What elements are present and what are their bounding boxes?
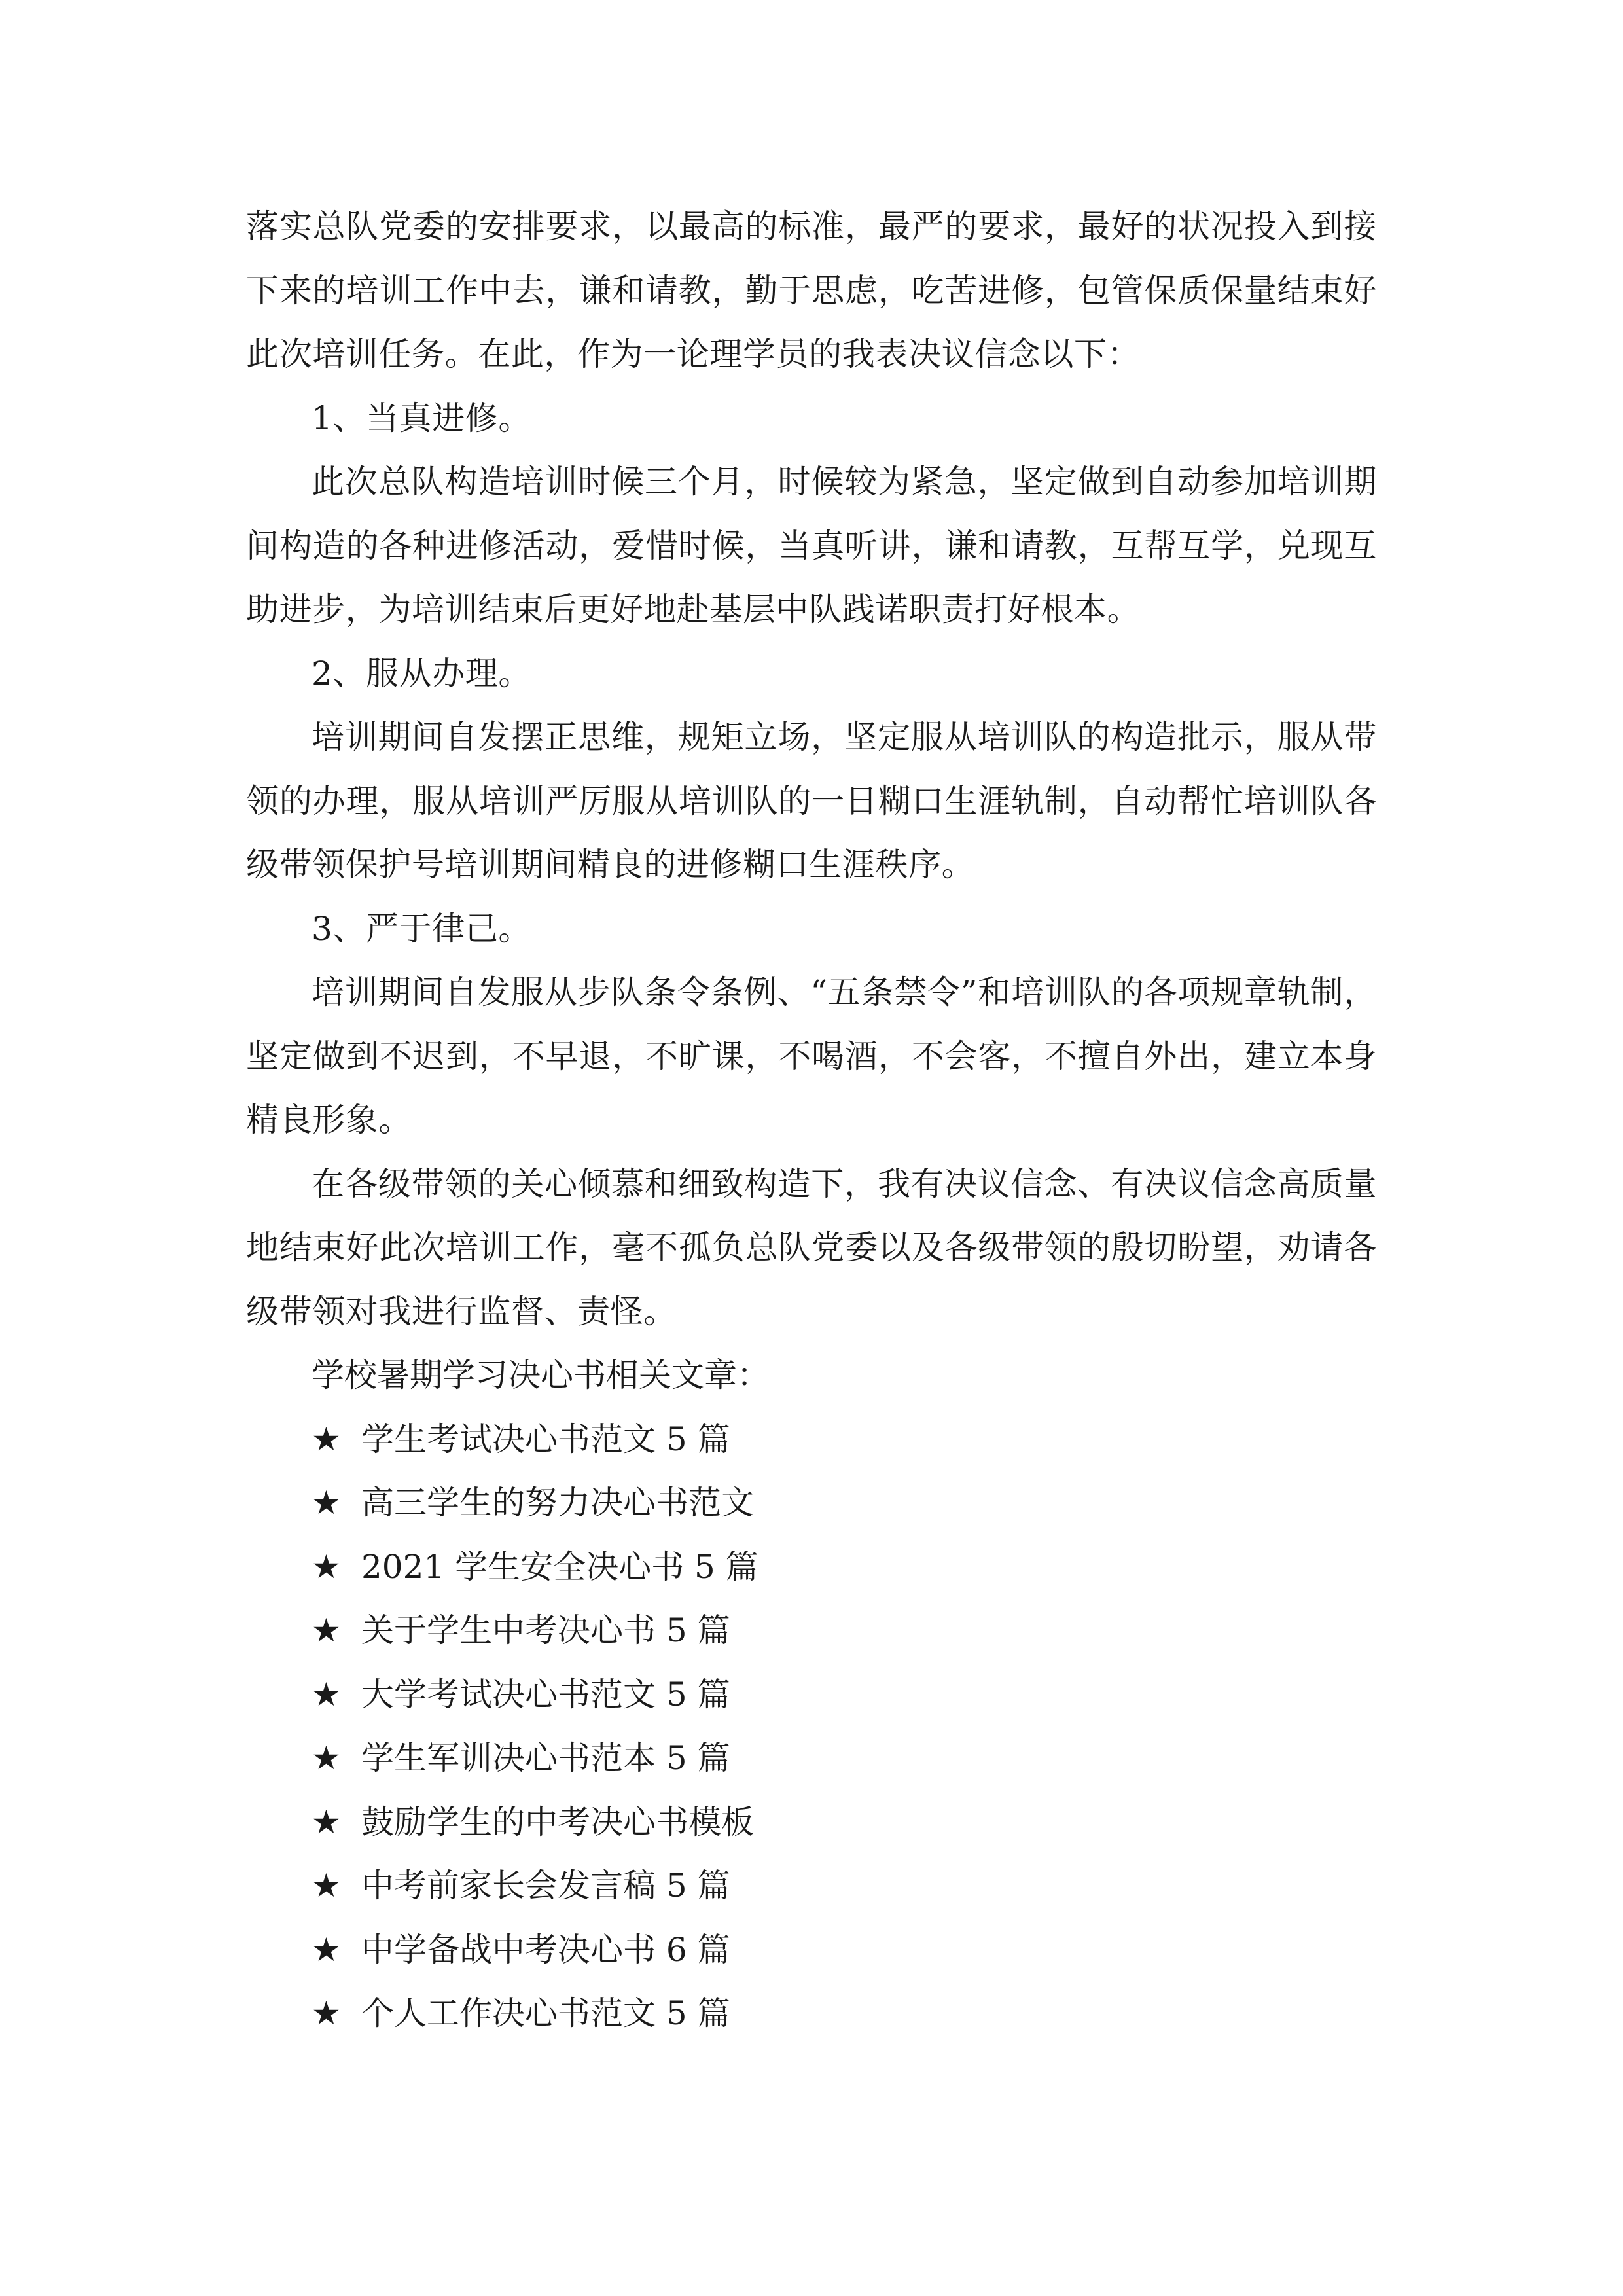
paragraph: 在各级带领的关心倾慕和细致构造下，我有决议信念、有决议信念高质量地结束好此次培训工作，毫不孤负总队党委以及各级带领的殷切盼望，劝请各级带领对我进行监督、责怪。: [246, 1164, 1377, 1331]
star-icon: ★: [312, 1867, 341, 1905]
related-article-title: 大学考试决心书范文 5 篇: [361, 1675, 730, 1713]
paragraph: 培训期间自发服从步队条令条例、“五条禁令”和培训队的各项规章轨制，坚定做到不迟到，不早退，不旷课，不喝酒，不会客，不擅自外出，建立本身精良形象。: [246, 973, 1377, 1139]
related-article-link[interactable]: [246, 1408, 1377, 1472]
related-article-title: 中考前家长会发言稿 5 篇: [361, 1867, 730, 1905]
related-article-title: 鼓励学生的中考决心书模板: [361, 1803, 754, 1841]
related-article-title: 关于学生中考决心书 5 篇: [361, 1611, 730, 1649]
star-icon: ★: [312, 1420, 341, 1458]
star-icon: ★: [312, 1675, 341, 1713]
section-heading-3: 3、严于律己。: [312, 909, 532, 948]
paragraph: 此次总队构造培训时候三个月，时候较为紧急，坚定做到自动参加培训期间构造的各种进修活动，爱惜时候，当真听讲，谦和请教，互帮互学，兑现互助进步，为培训结束后更好地赴基层中队践诺职责打好根本。: [246, 463, 1377, 628]
section-heading-2: 2、服从办理。: [312, 654, 532, 692]
related-article-link[interactable]: [246, 1535, 1377, 1600]
related-article-link[interactable]: [246, 1599, 1377, 1663]
star-icon: ★: [312, 1611, 341, 1649]
star-icon: ★: [312, 1739, 341, 1777]
related-article-title: 学生军训决心书范本 5 篇: [361, 1739, 730, 1777]
star-icon: ★: [312, 1803, 341, 1841]
related-article-link[interactable]: [246, 1727, 1377, 1791]
related-article-link[interactable]: [246, 1854, 1377, 1918]
related-article-title: 2021 学生安全决心书 5 篇: [361, 1547, 758, 1586]
star-icon: ★: [312, 1484, 341, 1522]
document-body: [246, 195, 1377, 2046]
related-article-title: 学生考试决心书范文 5 篇: [361, 1420, 730, 1458]
related-article-title: 中学备战中考决心书 6 篇: [361, 1930, 730, 1969]
related-articles-list: [246, 1408, 1377, 2046]
star-icon: ★: [312, 1930, 341, 1969]
paragraph: 培训期间自发摆正思维，规矩立场，坚定服从培训队的构造批示，服从带领的办理，服从培训严厉服从培训队的一日糊口生涯轨制，自动帮忙培训队各级带领保护号培训期间精良的进修糊口生涯秩序。: [246, 718, 1377, 884]
related-article-link[interactable]: [246, 1663, 1377, 1727]
related-article-link[interactable]: [246, 1791, 1377, 1855]
related-article-title: 个人工作决心书范文 5 篇: [361, 1994, 730, 2032]
related-article-link[interactable]: [246, 1918, 1377, 1982]
paragraph: 落实总队党委的安排要求，以最高的标准，最严的要求，最好的状况投入到接下来的培训工作中去，谦和请教，勤于思虑，吃苦进修，包管保质保量结束好此次培训任务。在此，作为一论理学员的我表决议信念以下：: [246, 207, 1377, 373]
star-icon: ★: [312, 1547, 341, 1586]
related-article-link[interactable]: [246, 1982, 1377, 2046]
related-article-title: 高三学生的努力决心书范文: [361, 1484, 754, 1522]
section-heading-1: 1、当真进修。: [312, 399, 532, 437]
related-articles-title: 学校暑期学习决心书相关文章：: [312, 1356, 770, 1394]
related-article-link[interactable]: [246, 1471, 1377, 1535]
star-icon: ★: [312, 1994, 341, 2032]
